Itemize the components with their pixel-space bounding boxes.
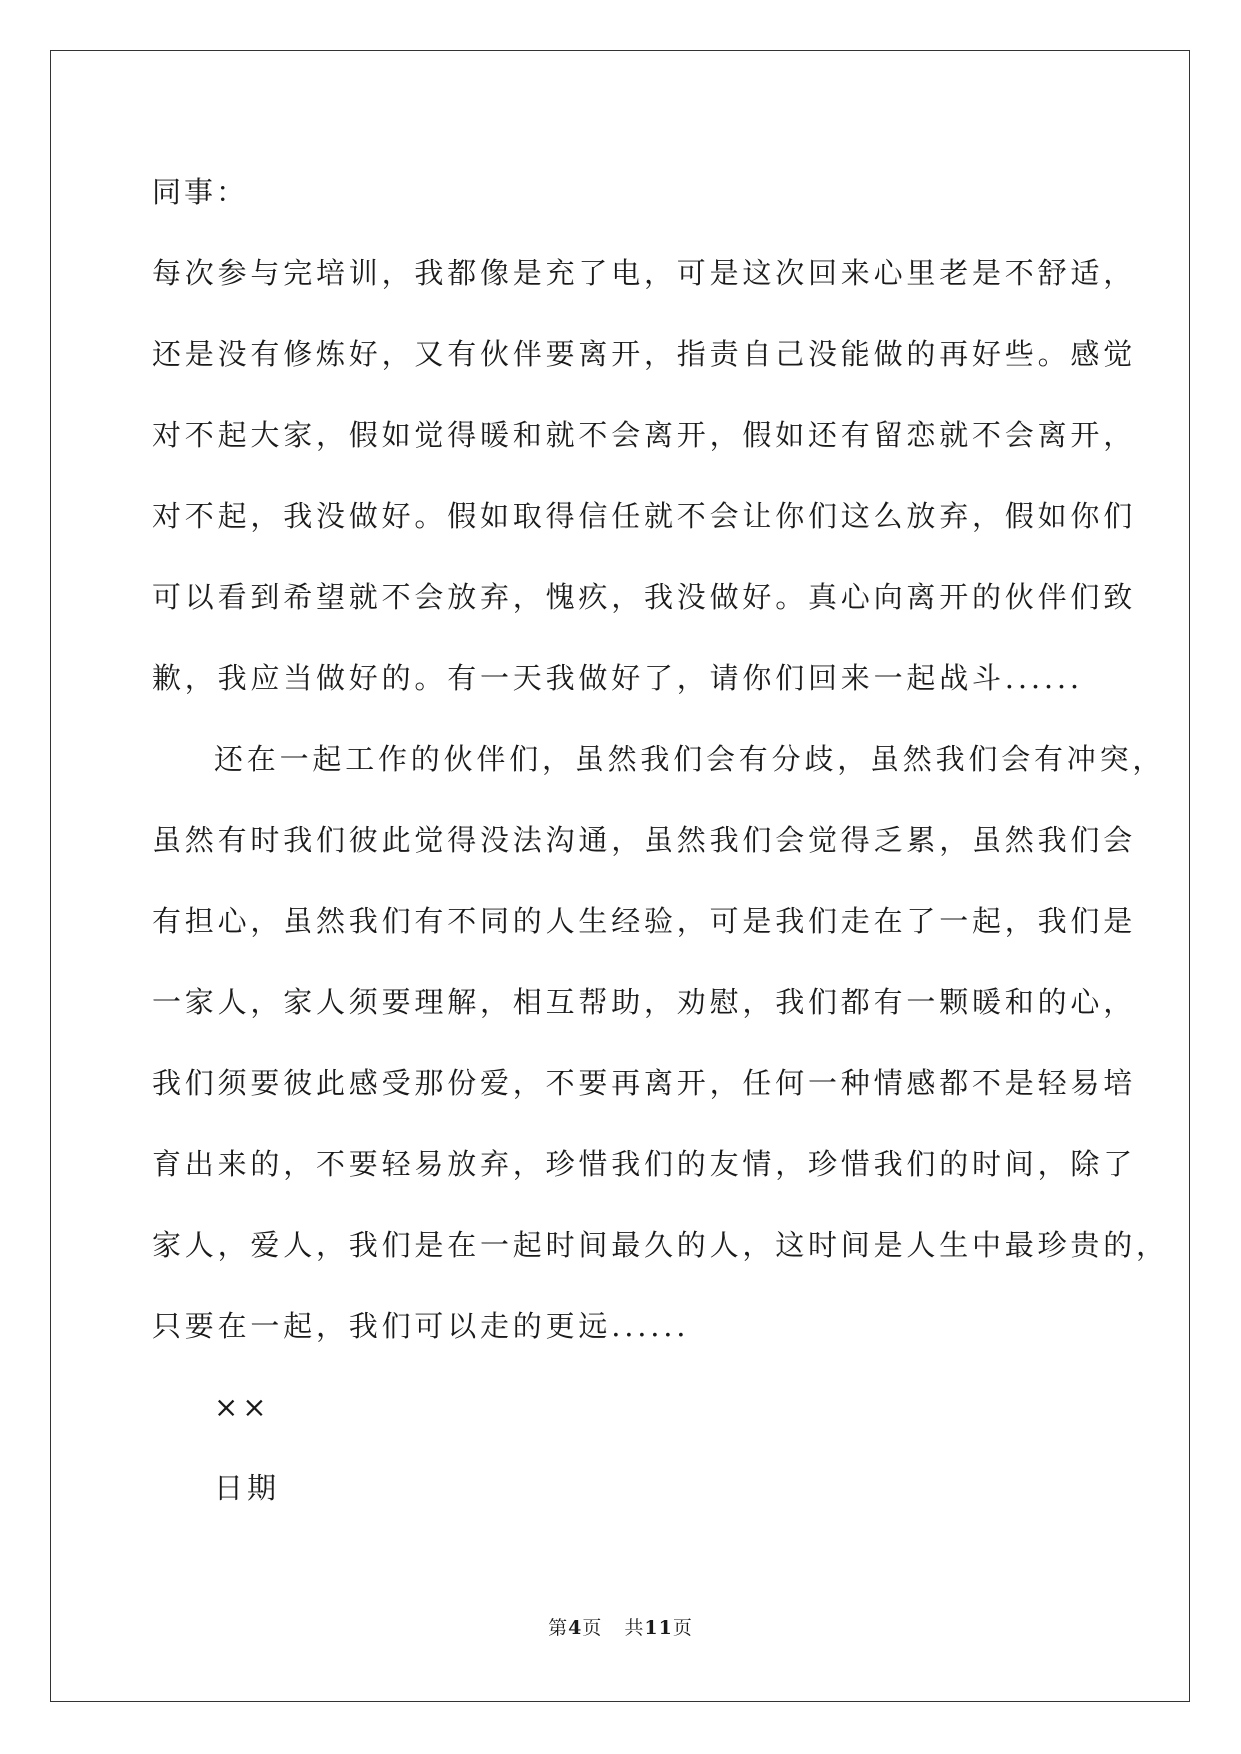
paragraph-line: 虽然有时我们彼此觉得没法沟通，虽然我们会觉得乏累，虽然我们会 [152,823,1137,857]
page-suffix: 页 [582,1617,603,1639]
paragraph-line: 对不起，我没做好。假如取得信任就不会让你们这么放弃，假如你们 [152,499,1137,533]
page-current: 4 [568,1617,583,1639]
paragraph-line: 对不起大家，假如觉得暖和就不会离开，假如还有留恋就不会离开， [152,418,1137,452]
paragraph-line: 我们须要彼此感受那份爱，不要再离开，任何一种情感都不是轻易培 [152,1066,1137,1100]
page-total: 11 [644,1617,673,1639]
salutation: 同事： [152,175,249,209]
paragraph-line: 还是没有修炼好，又有伙伴要离开，指责自己没能做的再好些。感觉 [152,337,1137,371]
page-footer [0,1613,1241,1640]
letter-body [152,168,1169,1545]
paragraph-line: 每次参与完培训，我都像是充了电，可是这次回来心里老是不舒适， [152,256,1137,290]
paragraph-line: 歉，我应当做好的。有一天我做好了，请你们回来一起战斗...... [152,661,1083,695]
paragraph-line: 家人，爱人，我们是在一起时间最久的人，这时间是人生中最珍贵的， [152,1228,1169,1262]
paragraph-line: 有担心，虽然我们有不同的人生经验，可是我们走在了一起，我们是 [152,904,1137,938]
paragraph-line: 只要在一起，我们可以走的更远...... [152,1309,690,1343]
page-prefix: 第 [548,1617,569,1639]
total-prefix: 共 [624,1617,645,1639]
signature: ×× [214,1390,271,1424]
date-label: 日期 [214,1471,281,1505]
paragraph-line: 还在一起工作的伙伴们，虽然我们会有分歧，虽然我们会有冲突， [214,742,1166,776]
paragraph-line: 育出来的，不要轻易放弃，珍惜我们的友情，珍惜我们的时间，除了 [152,1147,1137,1181]
paragraph-line: 可以看到希望就不会放弃，愧疚，我没做好。真心向离开的伙伴们致 [152,580,1137,614]
total-suffix: 页 [672,1617,693,1639]
paragraph-line: 一家人，家人须要理解，相互帮助，劝慰，我们都有一颗暖和的心， [152,985,1137,1019]
